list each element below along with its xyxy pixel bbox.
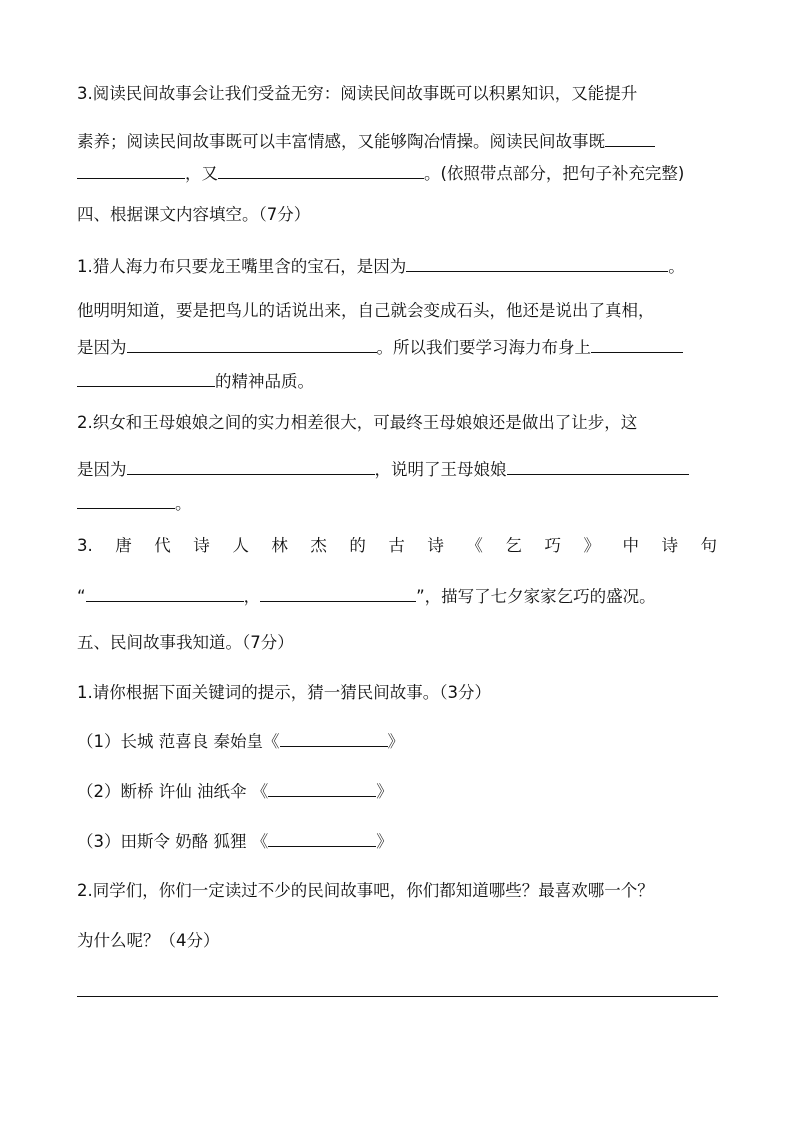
- answer-blank[interactable]: [127, 458, 375, 475]
- answer-blank[interactable]: [218, 162, 424, 179]
- answer-blank[interactable]: [605, 130, 655, 147]
- q3-line-1: 3.阅读民间故事会让我们受益无穷：阅读民间故事既可以积累知识，又能提升: [77, 84, 638, 103]
- s5-item-3: （3）田斯令 奶酪 狐狸 《 》: [77, 832, 393, 851]
- s5-q1-prompt: 1.请你根据下面关键词的提示，猜一猜民间故事。（3分）: [77, 683, 491, 702]
- q3-line-3: ，又 。(依照带点部分，把句子补充完整): [77, 162, 684, 185]
- answer-blank[interactable]: [260, 585, 416, 602]
- answer-blank[interactable]: [127, 336, 377, 353]
- q3-line-2: 素养；阅读民间故事既可以丰富情感，又能够陶冶情操。阅读民间故事既: [77, 130, 655, 153]
- s4-q3-line-1: 3. 唐 代 诗 人 林 杰 的 古 诗 《 乞 巧 》 中 诗 句: [77, 536, 717, 555]
- s5-item-2: （2）断桥 许仙 油纸伞 《 》: [77, 782, 393, 801]
- section-5-title: 五、民间故事我知道。（7分）: [77, 633, 294, 652]
- answer-blank[interactable]: [268, 830, 376, 847]
- s4-q2-line-1: 2.织女和王母娘娘之间的实力相差很大，可最终王母娘娘还是做出了让步，这: [77, 413, 638, 432]
- answer-blank[interactable]: [77, 162, 185, 179]
- s4-q1-line-3: 是因为 。所以我们要学习海力布身上: [77, 336, 683, 359]
- s5-q2-line-1: 2.同学们，你们一定读过不少的民间故事吧，你们都知道哪些？最喜欢哪一个？: [77, 881, 654, 900]
- answer-blank[interactable]: [77, 492, 175, 509]
- answer-blank[interactable]: [280, 730, 388, 747]
- s5-item-1: （1）长城 范喜良 秦始皇《 》: [77, 732, 404, 751]
- answer-blank[interactable]: [86, 585, 244, 602]
- answer-blank[interactable]: [406, 255, 668, 272]
- s5-q2-line-2: 为什么呢？（4分）: [77, 931, 220, 950]
- s4-q2-line-3: 。: [77, 492, 192, 515]
- answer-blank[interactable]: [591, 336, 683, 353]
- s4-q3-line-2: “ ， ”，描写了七夕家家乞巧的盛况。: [77, 587, 656, 606]
- s4-q1-line-4: 的精神品质。: [77, 370, 314, 393]
- section-4-title: 四、根据课文内容填空。（7分）: [77, 205, 311, 224]
- s4-q1-line-1: 1.猎人海力布只要龙王嘴里含的宝石，是因为 。: [77, 257, 685, 276]
- answer-line[interactable]: [77, 996, 718, 997]
- answer-blank[interactable]: [507, 458, 689, 475]
- s4-q2-line-2: 是因为 ，说明了王母娘娘: [77, 458, 689, 481]
- answer-blank[interactable]: [77, 370, 215, 387]
- s4-q1-line-2: 他明明知道，要是把鸟儿的话说出来，自己就会变成石头，他还是说出了真相，: [77, 301, 655, 320]
- answer-blank[interactable]: [268, 780, 376, 797]
